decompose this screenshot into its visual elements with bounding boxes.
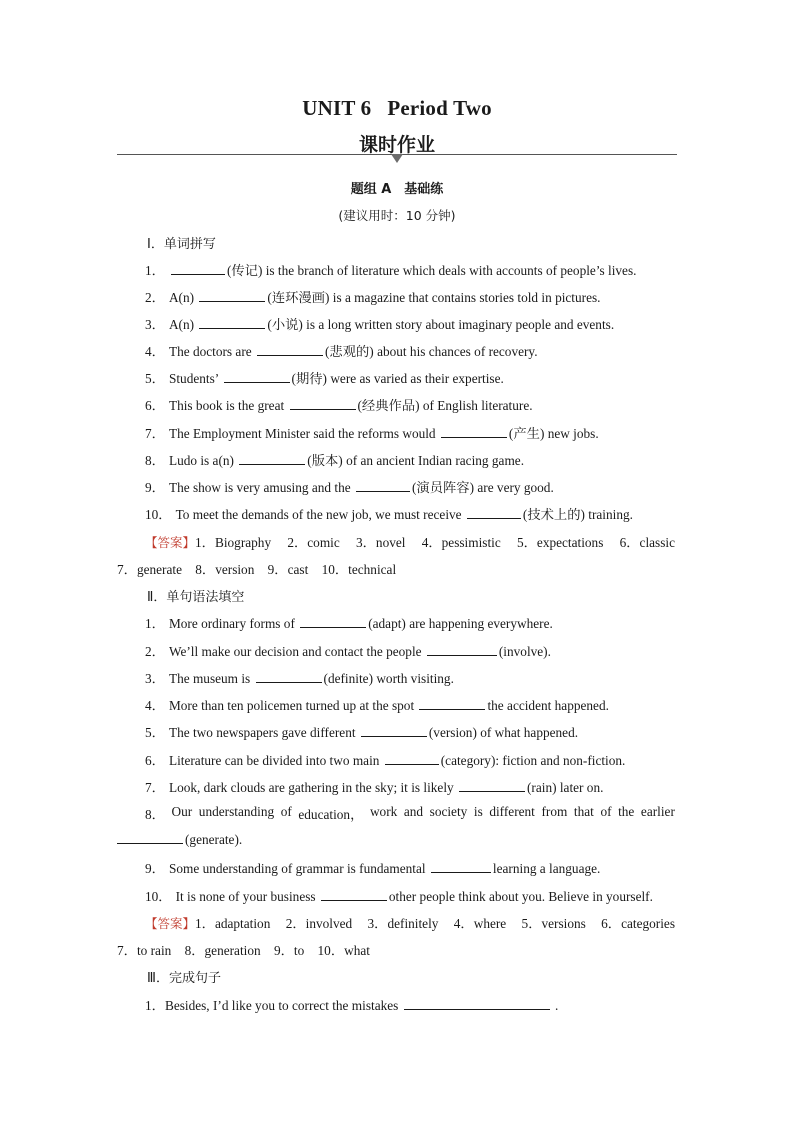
s1-question-1: 1． (传记) is the branch of literature which deals with accounts of people’s lives.	[145, 263, 637, 278]
text-fragment: It is none of your business	[175, 889, 316, 904]
group-title: 题组 A 基础练	[350, 182, 444, 197]
s1-question-3	[145, 314, 614, 333]
text-fragment: 4．where	[453, 916, 507, 931]
answer-blank[interactable]	[199, 316, 265, 329]
unit-label: UNIT 6	[302, 96, 372, 120]
text-fragment: (经典作品)	[357, 398, 420, 413]
text-fragment: 10．	[145, 889, 172, 904]
s1-question-6	[145, 395, 533, 414]
text-fragment: the accident happened.	[487, 698, 609, 713]
text-fragment: that	[573, 804, 594, 819]
s1-answers-line-1	[145, 532, 675, 551]
text-fragment: The doctors are	[168, 344, 252, 359]
s2-question-8-continued	[117, 831, 242, 848]
text-fragment: 3．	[145, 671, 165, 686]
s1-question-2	[145, 287, 600, 306]
time-note: (建议用时：10 分钟)	[338, 208, 456, 223]
text-fragment: 6．categories	[601, 916, 675, 931]
text-fragment: (generate)	[185, 832, 239, 847]
text-fragment: The museum is	[168, 671, 251, 686]
answer-blank[interactable]	[404, 997, 550, 1010]
s2-question-10	[145, 886, 653, 905]
text-fragment: 5．expectations	[516, 535, 604, 550]
text-fragment: 4．	[145, 698, 165, 713]
s1-question-10	[145, 504, 633, 523]
page-title	[0, 96, 794, 121]
text-fragment: 10．	[145, 507, 172, 522]
answer-blank[interactable]	[427, 643, 497, 656]
s2-question-6	[145, 750, 625, 769]
section-3-heading: Ⅲ．完成句子	[147, 971, 221, 986]
s2-question-4	[145, 695, 609, 714]
text-fragment: .	[547, 644, 551, 659]
answer-blank[interactable]	[431, 860, 491, 873]
answer-blank[interactable]	[256, 670, 322, 683]
text-fragment: are happening everywhere.	[409, 616, 553, 631]
text-fragment: 4．pessimistic	[421, 535, 501, 550]
text-fragment: 2．	[145, 644, 165, 659]
answer-blank[interactable]	[300, 615, 366, 628]
text-fragment: (version)	[428, 725, 477, 740]
text-fragment: 1．	[145, 616, 165, 631]
text-fragment: The two newspapers gave different	[168, 725, 356, 740]
answer-blank[interactable]	[239, 452, 305, 465]
text-fragment: other people think about you. Believe in yourself.	[388, 889, 653, 904]
text-fragment: of what happened.	[480, 725, 579, 740]
section-2-heading: Ⅱ．单句语法填空	[147, 590, 245, 605]
answer-blank[interactable]	[361, 724, 427, 737]
answer-blank[interactable]	[321, 888, 387, 901]
text-fragment: Some understanding of grammar is fundamental	[168, 861, 426, 876]
text-fragment: To meet the demands of the new job, we must receive	[175, 507, 462, 522]
s1-question-8	[145, 450, 524, 469]
s2-question-2	[145, 641, 551, 660]
text-fragment: earlier	[640, 804, 675, 819]
answer-blank[interactable]	[459, 779, 525, 792]
s2-question-3	[145, 668, 454, 687]
text-fragment: We’ll make our decision and contact the people	[168, 644, 422, 659]
text-fragment: society	[429, 804, 468, 819]
text-fragment: Our	[171, 804, 193, 819]
text-fragment: 2．	[145, 290, 165, 305]
text-fragment: 3．	[145, 317, 165, 332]
text-fragment: 1．Besides, I’d like you to correct the mistakes	[145, 998, 399, 1013]
text-fragment: (category):	[440, 753, 500, 768]
text-fragment: learning a language.	[492, 861, 601, 876]
text-fragment: training.	[588, 507, 633, 522]
text-fragment	[145, 913, 270, 932]
text-fragment: 1．Biography	[195, 535, 272, 550]
text-fragment: understanding	[198, 804, 275, 819]
text-fragment: are very good.	[477, 480, 554, 495]
text-fragment: 9．	[145, 480, 165, 495]
section-1-heading: Ⅰ．单词拼写	[147, 237, 216, 252]
s1-question-5	[145, 368, 504, 387]
answer-blank[interactable]	[224, 370, 290, 383]
answer-blank[interactable]	[356, 479, 410, 492]
triangle-down-icon	[391, 154, 403, 163]
text-fragment: Students’	[168, 371, 219, 386]
text-fragment: 7．	[145, 780, 165, 795]
answer-blank[interactable]	[467, 506, 521, 519]
text-fragment: (期待)	[291, 371, 327, 386]
answer-blank[interactable]	[290, 397, 356, 410]
text-fragment: This book is the great	[168, 398, 285, 413]
text-fragment: work	[369, 804, 398, 819]
s2-answers-line-2: 7．to rain 8．generation 9．to 10．what	[117, 943, 370, 958]
text-fragment: later on.	[559, 780, 604, 795]
text-fragment: Literature can be divided into two main	[168, 753, 380, 768]
text-fragment: (小说)	[267, 317, 303, 332]
text-fragment: The show is very amusing and the	[168, 480, 351, 495]
text-fragment: 2．involved	[285, 916, 353, 931]
s1-question-9	[145, 477, 554, 496]
text-fragment: 5．	[145, 725, 165, 740]
text-fragment: is a magazine that contains stories told in pictures.	[332, 290, 601, 305]
s3-question-1	[145, 995, 558, 1014]
answer-blank[interactable]	[199, 289, 265, 302]
text-fragment: (产生)	[508, 426, 545, 441]
s2-question-1	[145, 613, 553, 632]
text-fragment: 5．	[145, 371, 165, 386]
answer-blank[interactable]	[117, 831, 183, 844]
text-fragment: Ludo is a(n)	[168, 453, 234, 468]
text-fragment: (definite)	[323, 671, 373, 686]
answer-blank[interactable]	[385, 752, 439, 765]
answer-blank[interactable]	[419, 697, 485, 710]
text-fragment: (adapt)	[368, 616, 406, 631]
s2-question-8	[145, 804, 675, 823]
text-fragment: A(n)	[168, 317, 195, 332]
text-fragment: 7．	[145, 426, 165, 441]
text-fragment: (技术上的)	[522, 507, 585, 522]
text-fragment: fiction and non-fiction.	[502, 753, 626, 768]
answer-tag: 【答案】	[145, 535, 196, 550]
s1-question-7	[145, 423, 599, 442]
text-fragment: worth visiting.	[376, 671, 454, 686]
text-fragment: is	[473, 804, 483, 819]
text-fragment: is the branch of literature which deals with accounts of people’s lives.	[265, 263, 637, 278]
text-fragment: (rain)	[527, 780, 557, 795]
s2-question-7	[145, 777, 603, 796]
text-fragment: A(n)	[168, 290, 195, 305]
answer-blank[interactable]	[171, 262, 225, 275]
text-fragment: 4．	[145, 344, 165, 359]
text-fragment: 3．novel	[355, 535, 406, 550]
text-fragment: (演员阵容)	[411, 480, 475, 495]
text-fragment: new jobs.	[547, 426, 599, 441]
text-fragment: (连环漫画)	[267, 290, 330, 305]
text-fragment: (版本)	[307, 453, 343, 468]
text-fragment: were as varied as their expertise.	[330, 371, 504, 386]
text-fragment: and	[403, 804, 424, 819]
text-fragment: 8．	[145, 807, 165, 822]
text-fragment: 9．	[145, 861, 165, 876]
text-fragment: of	[280, 804, 292, 819]
text-fragment: 8．	[145, 453, 165, 468]
text-fragment: of English literature.	[422, 398, 533, 413]
text-fragment: is a long written story about imaginary people and events.	[306, 317, 615, 332]
text-fragment: (悲观的)	[324, 344, 374, 359]
s2-question-5	[145, 722, 578, 741]
text-fragment: of	[600, 804, 612, 819]
answer-blank[interactable]	[441, 425, 507, 438]
text-fragment: 1．adaptation	[195, 916, 271, 931]
text-fragment: The Employment Minister said the reforms would	[168, 426, 436, 441]
text-fragment: .	[238, 832, 243, 847]
text-fragment: 6．classic	[619, 535, 675, 550]
period-label: Period Two	[387, 96, 492, 120]
text-fragment: More ordinary forms of	[168, 616, 295, 631]
s1-answers-line-2: 7．generate 8．version 9．cast 10．technical	[117, 562, 397, 577]
s1-question-4	[145, 341, 538, 360]
text-fragment: 2．comic	[287, 535, 340, 550]
text-fragment: 6．	[145, 753, 165, 768]
text-fragment: 3．definitely	[367, 916, 439, 931]
text-fragment	[145, 532, 271, 551]
text-fragment: (involve)	[498, 644, 548, 659]
text-fragment: about his chances of recovery.	[377, 344, 538, 359]
text-fragment: 6．	[145, 398, 165, 413]
text-fragment: 5．versions	[521, 916, 586, 931]
page-subtitle: 课时作业	[358, 134, 435, 156]
text-fragment: (传记)	[226, 263, 263, 278]
text-fragment: the	[618, 804, 635, 819]
text-fragment: Look, dark clouds are gathering in the sky; it is likely	[168, 780, 454, 795]
text-fragment: of an ancient Indian racing game.	[346, 453, 525, 468]
s2-answers-line-1	[145, 913, 675, 932]
text-fragment: different	[489, 804, 535, 819]
text-fragment: .	[554, 998, 559, 1013]
text-fragment: More than ten policemen turned up at the spot	[168, 698, 415, 713]
answer-blank[interactable]	[257, 343, 323, 356]
text-fragment: from	[541, 804, 568, 819]
text-fragment: education，	[298, 807, 364, 822]
answer-tag: 【答案】	[145, 916, 196, 931]
s2-question-9	[145, 858, 600, 877]
